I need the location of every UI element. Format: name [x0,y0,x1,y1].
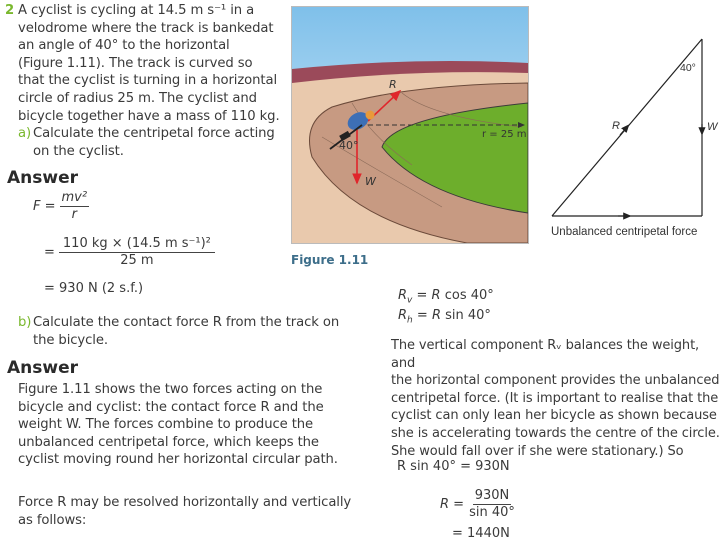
triangle-label-angle: 40° [680,62,696,74]
triangle-label-r: R [612,120,620,132]
answer-a-eq1: F = $\frac{\text{mv²}}{r}$ [33,190,88,222]
resolve-horizontal: $R_h = R$ sin 40° [398,308,491,326]
answer-a-result: = 930 N (2 s.f.) [44,281,144,296]
question-number: 2 [5,3,15,18]
equation-r-sin: R sin 40° = 930N [397,459,510,474]
part-a-label: a) [18,126,32,142]
figure-label-angle: 40° [339,139,359,152]
figure-label-radius: r = 25 m [482,129,527,140]
part-b-label: b) [18,315,32,330]
answer-a-heading: Answer [7,168,78,188]
triangle-label-w: W [707,121,718,133]
equation-r-solve: R = $\frac{930N}{\sin 40^\circ}$ [440,488,515,520]
velodrome-illustration [292,7,528,243]
force-triangle [540,0,726,250]
figure-label-r: R [389,78,397,91]
answer-b-para1: Figure 1.11 shows the two forces acting on the bicycle and cyclist: the contact force R and the weight W. The forces combine to produce the unbalanced centripetal force, which keeps the cyclist moving round her horizontal circular path. [18,382,338,468]
force-triangle-diagram [540,0,726,250]
answer-b-heading: Answer [7,358,78,378]
figure-1-11 [291,6,529,244]
answer-a-eq2: = $\frac{\text{110 kg × (14.5 m s⁻¹)²}}{25 m}$ [44,236,215,269]
answer-b-para3: The vertical component Rᵥ balances the weight, and the horizontal component provides the unbalanced centripetal force. (It is important to realise that the cyclist can only lean her bicycle as shown because she is accelerating towards the centre of the circle. She would fall over if she were stationary.) So [391,338,720,459]
equation-r-result: = 1440N [452,526,510,541]
triangle-caption: Unbalanced centripetal force [551,226,698,238]
question-2 [5,2,280,160]
part-b: b) Calculate the contact force R from the track on the bicycle. [18,315,340,348]
part-a: a) Calculate the centripetal force acting on the cyclist. [18,126,275,159]
resolve-vertical: $R_v = R$ cos 40° [398,288,494,306]
answer-b-para2: Force R may be resolved horizontally and vertically as follows: [18,495,352,528]
figure-label-w: W [365,175,376,188]
figure-caption: Figure 1.11 [291,253,369,267]
question-stem: A cyclist is cycling at 14.5 m s⁻¹ in a velodrome where the track is bankedat an angle of 40° to the horizontal (Figure 1.11). The track is curved so that the cyclist is turning in a horizontal circle of radius 25 m. The cyclist and bicycle together have a mass of 110 kg. a) Calculate the centripetal force acting on the cyclist. [18,3,280,159]
